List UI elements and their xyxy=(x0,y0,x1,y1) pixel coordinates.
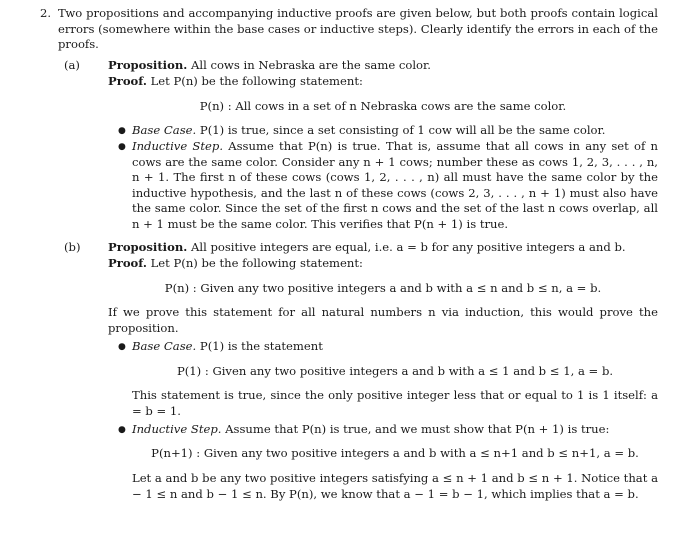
part-b-inductive-step xyxy=(132,422,658,438)
base-case-text: P(1) is the statement xyxy=(199,339,323,353)
problem-number: 2. xyxy=(40,6,52,20)
proof-intro: Let P(n) be the following statement: xyxy=(150,74,363,88)
bullet-icon: ● xyxy=(118,126,126,136)
base-case-text: P(1) is true, since a set consisting of 1 cow will all be the same color. xyxy=(199,123,606,137)
proof-intro: Let P(n) be the following statement: xyxy=(150,256,363,270)
inductive-step-statement: P(n+1) : Given any two positive integers a and b with a ≤ n+1 and b ≤ n+1, a = b. xyxy=(151,446,639,460)
part-a-label: (a) xyxy=(64,58,80,72)
proof-heading: Proof. xyxy=(108,74,147,88)
part-a-inductive-step xyxy=(132,139,658,233)
part-b-base-case xyxy=(132,339,658,355)
part-b-label: (b) xyxy=(64,240,81,254)
part-a-statement: P(n) : All cows in a set of n Nebraska cows are the same color. xyxy=(199,99,567,113)
base-case-title: Base Case. xyxy=(132,339,197,353)
proposition-heading: Proposition. xyxy=(108,58,188,72)
base-case-title: Base Case. xyxy=(132,123,197,137)
inductive-step-text: Assume that P(n) is true. That is, assume that all cows in any set of n cows are the same color. Consider any n + 1 cows; number these as cows 1, 2, 3, . . . , n, n + 1. The first n of these cows (cows 1, 2, . . . , n) all must have the same color by the inductive hypothesis, and the last n of these cows (cows 2, 3, . . . , n + 1) must also have the same color. Since the set of the first n cows and the set of the last n cows overlap, all n + 1 must be the same color. This verifies that P(n + 1) is true. xyxy=(132,139,659,231)
base-case-explanation: This statement is true, since the only positive integer less that or equal to 1 is 1 itself: a = b = 1. xyxy=(132,388,658,418)
inductive-step-title: Inductive Step. xyxy=(132,422,222,436)
proposition-heading: Proposition. xyxy=(108,240,188,254)
problem-intro: Two propositions and accompanying inductive proofs are given below, but both proofs contain logical errors (somewhere within the base cases or inductive steps). Clearly identify the errors in each of the proofs. xyxy=(58,6,658,52)
inductive-step-title: Inductive Step. xyxy=(132,139,223,153)
proposition-text: All positive integers are equal, i.e. a = b for any positive integers a and b. xyxy=(190,240,626,254)
part-a-base-case xyxy=(132,123,658,139)
part-b-statement: P(n) : Given any two positive integers a and b with a ≤ n and b ≤ n, a = b. xyxy=(164,281,602,295)
part-b-proposition xyxy=(108,240,658,256)
bullet-icon: ● xyxy=(118,342,126,352)
part-b-plan: If we prove this statement for all natural numbers n via induction, this would prove the proposition. xyxy=(108,305,658,335)
part-a-proposition xyxy=(108,58,658,74)
part-a-proof xyxy=(108,74,658,90)
base-case-statement: P(1) : Given any two positive integers a and b with a ≤ 1 and b ≤ 1, a = b. xyxy=(176,364,614,378)
inductive-step-argument: Let a and b be any two positive integers satisfying a ≤ n + 1 and b ≤ n + 1. Notice that a − 1 ≤ n and b − 1 ≤ n. By P(n), we know that a − 1 = b − 1, which implies that a = b. xyxy=(132,471,658,501)
part-b-proof xyxy=(108,256,658,272)
bullet-icon: ● xyxy=(118,142,126,152)
inductive-step-text: Assume that P(n) is true, and we must show that P(n + 1) is true: xyxy=(225,422,610,436)
proposition-text: All cows in Nebraska are the same color. xyxy=(190,58,431,72)
proof-heading: Proof. xyxy=(108,256,147,270)
bullet-icon: ● xyxy=(118,425,126,435)
